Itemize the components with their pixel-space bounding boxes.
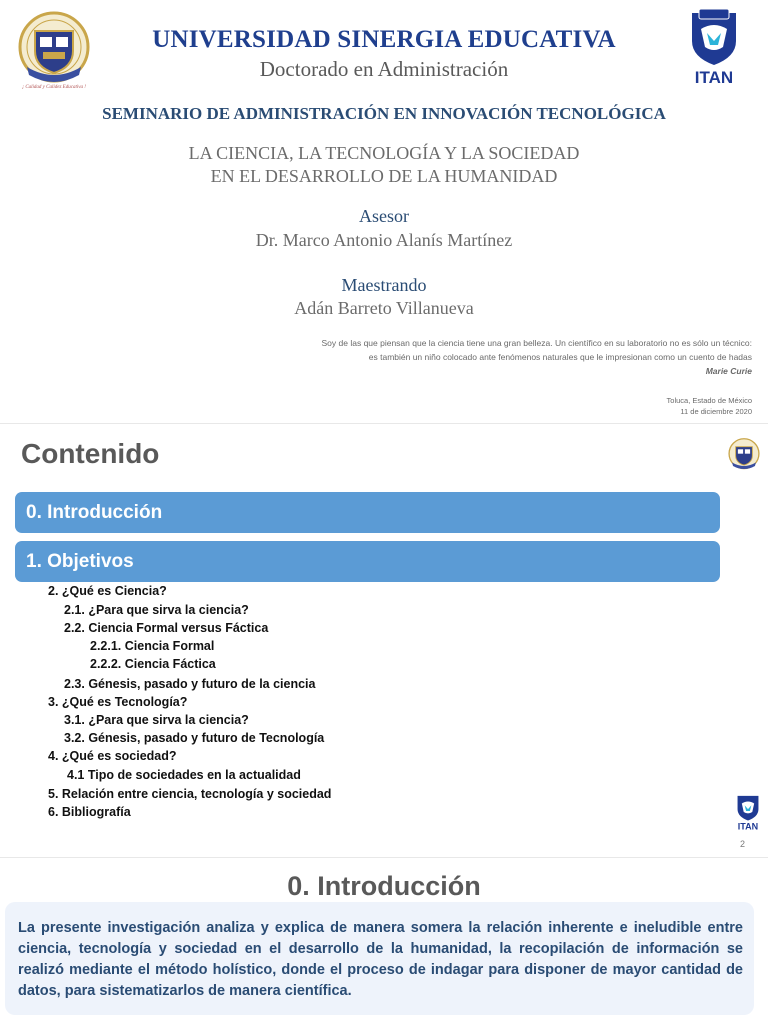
introduction-title: 0. Introducción bbox=[287, 871, 481, 901]
place-date bbox=[667, 395, 752, 417]
toc-item[interactable]: 3. ¿Qué es Tecnología? bbox=[48, 695, 188, 709]
toc-item[interactable]: 2.1. ¿Para que sirva la ciencia? bbox=[64, 603, 249, 617]
date: 11 de diciembre 2020 bbox=[680, 407, 752, 416]
contents-item-objetivos[interactable]: 1. Objetivos bbox=[15, 541, 720, 582]
quote bbox=[192, 336, 752, 378]
introduction-text: La presente investigación analiza y explica de manera somera la relación inherente e ineludible entre ciencia, tecnología y sociedad en el desarrollo de la humanidad, la recopilación de información se realizó mediante el método holístico, donde el proceso de indagar para disponer de mayor cantidad de datos, para sistematizarlos de manera científica. bbox=[18, 920, 743, 999]
place: Toluca, Estado de México bbox=[666, 396, 752, 405]
svg-text:¡ Calidad y Calidez Educativa: ¡ Calidad y Calidez Educativa ! bbox=[22, 85, 86, 90]
thesis-title-line1: LA CIENCIA, LA TECNOLOGÍA Y LA SOCIEDAD bbox=[188, 143, 580, 163]
thesis-title-line2: EN EL DESARROLLO DE LA HUMANIDAD bbox=[210, 166, 558, 186]
toc-item[interactable]: 5. Relación entre ciencia, tecnología y sociedad bbox=[48, 787, 332, 801]
contents-title: Contenido bbox=[21, 438, 160, 469]
slide-divider bbox=[0, 423, 768, 424]
page-number: 2 bbox=[740, 839, 746, 849]
advisor-label: Asesor bbox=[359, 206, 409, 226]
slide-divider bbox=[0, 857, 768, 858]
toc-item[interactable]: 3.1. ¿Para que sirva la ciencia? bbox=[64, 713, 249, 727]
itan-eagle-shield-icon bbox=[685, 7, 743, 87]
seminar-title: SEMINARIO DE ADMINISTRACIÓN EN INNOVACIÓN TECNOLÓGICA bbox=[102, 104, 666, 123]
quote-author: Marie Curie bbox=[705, 366, 752, 376]
quote-line1: Soy de las que piensan que la ciencia tiene una gran belleza. Un científico en su laboratorio no es sólo un técnico: bbox=[321, 338, 752, 348]
svg-text:ITAN: ITAN bbox=[694, 68, 734, 87]
student-label: Maestrando bbox=[341, 275, 427, 295]
university-name: UNIVERSIDAD SINERGIA EDUCATIVA bbox=[152, 26, 616, 53]
advisor-name: Dr. Marco Antonio Alanís Martínez bbox=[255, 230, 513, 250]
toc-item[interactable]: 2.2. Ciencia Formal versus Fáctica bbox=[64, 621, 269, 635]
toc-item[interactable]: 3.2. Génesis, pasado y futuro de Tecnología bbox=[64, 731, 325, 745]
toc-item[interactable]: 4.1 Tipo de sociedades en la actualidad bbox=[67, 768, 301, 782]
toc-item[interactable]: 2. ¿Qué es Ciencia? bbox=[48, 584, 167, 598]
quote-line2: es también un niño colocado ante fenómenos naturales que le impresionan como un cuento de hadas bbox=[368, 352, 752, 362]
toc-item[interactable]: 2.3. Génesis, pasado y futuro de la ciencia bbox=[64, 677, 316, 691]
university-crest-small-icon bbox=[726, 436, 762, 474]
itan-eagle-shield-small-icon bbox=[733, 793, 763, 831]
toc-item[interactable]: 6. Bibliografía bbox=[48, 805, 131, 819]
program-name: Doctorado en Administración bbox=[259, 57, 509, 81]
toc-item[interactable]: 2.2.1. Ciencia Formal bbox=[90, 639, 215, 653]
contents-item-introduccion[interactable]: 0. Introducción bbox=[15, 492, 720, 533]
svg-text:ITAN: ITAN bbox=[737, 821, 759, 831]
toc-item[interactable]: 4. ¿Qué es sociedad? bbox=[48, 749, 177, 763]
toc-item[interactable]: 2.2.2. Ciencia Fáctica bbox=[90, 657, 216, 671]
student-name: Adán Barreto Villanueva bbox=[294, 298, 474, 318]
